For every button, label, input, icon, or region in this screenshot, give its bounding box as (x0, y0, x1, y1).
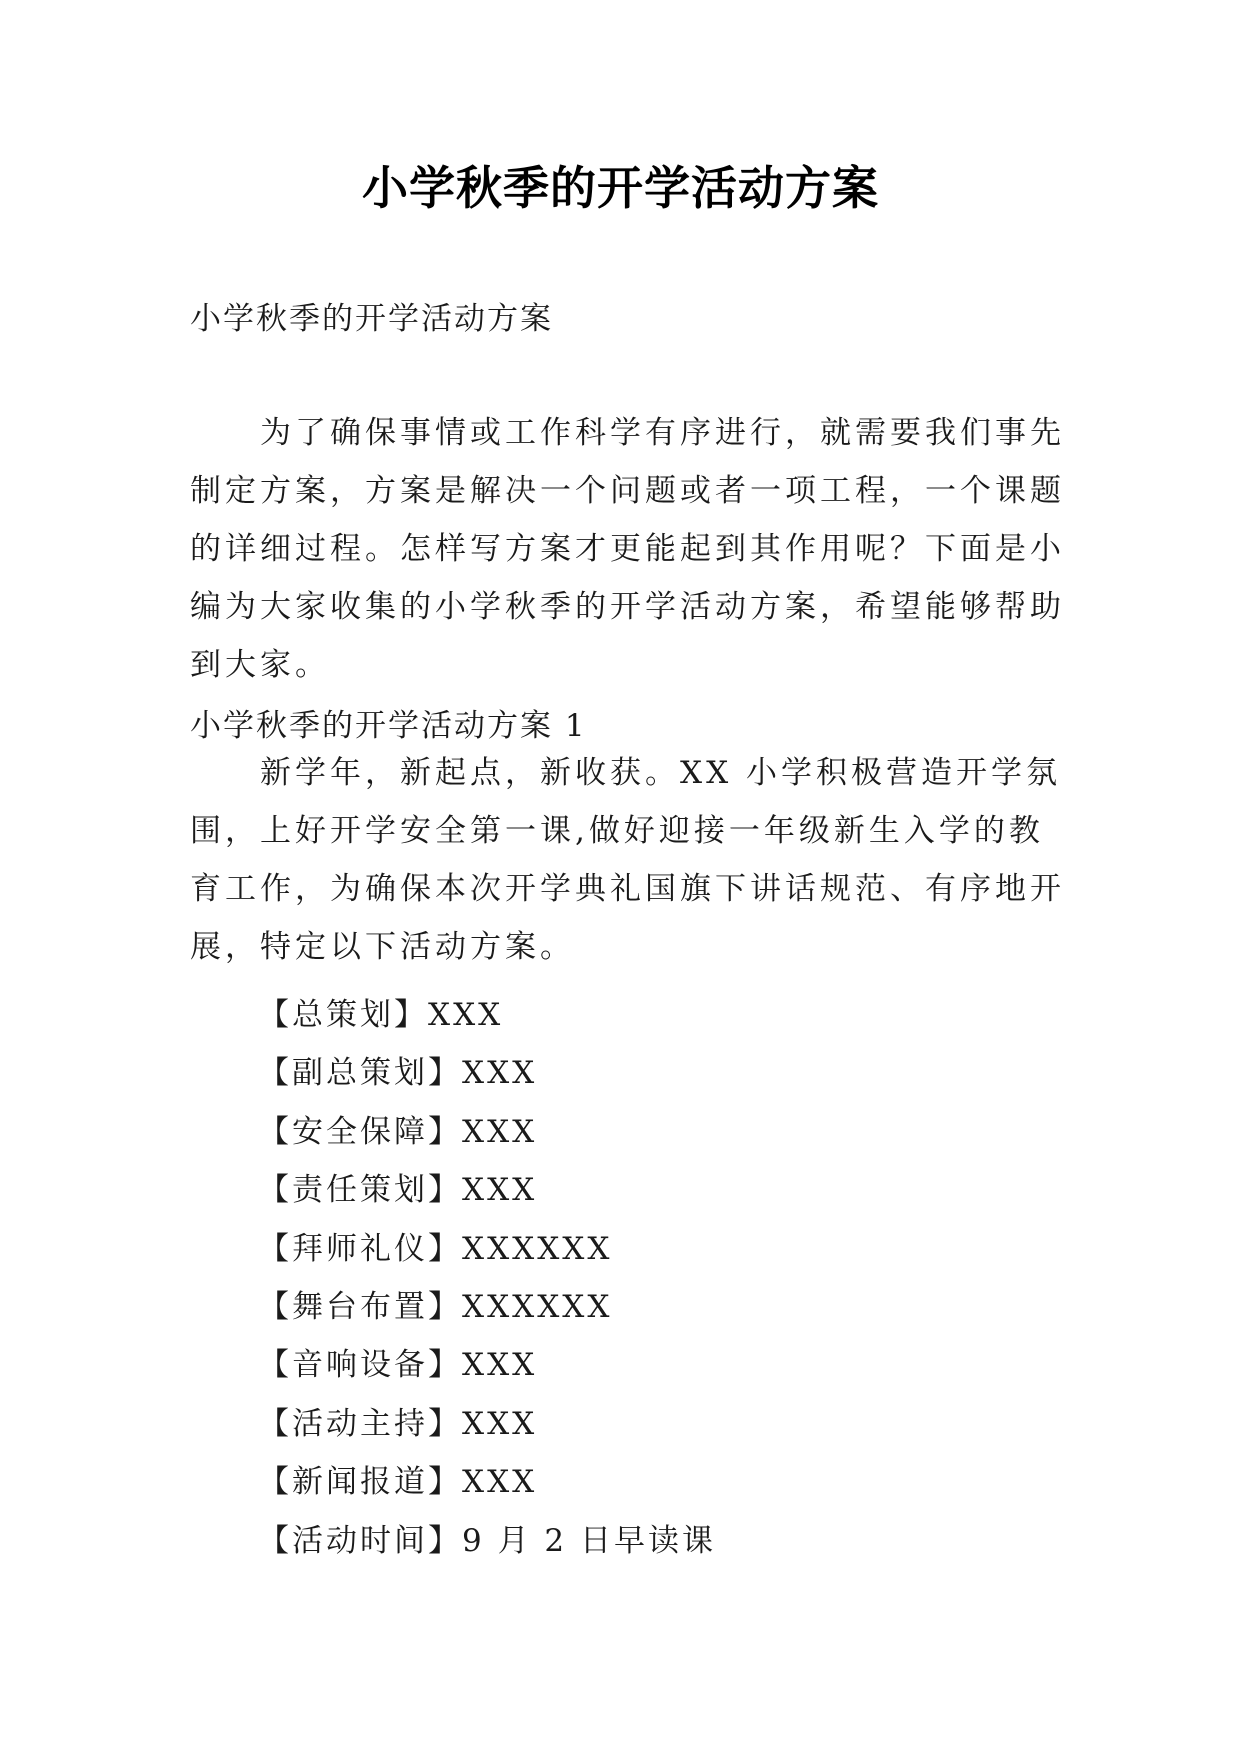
role-item: 【责任策划】XXX (258, 1172, 538, 1209)
role-item: 【舞台布置】XXXXXX (258, 1288, 613, 1325)
document-title: 小学秋季的开学活动方案 (362, 161, 879, 215)
section-heading: 小学秋季的开学活动方案 1 (190, 708, 587, 744)
role-item: 【拜师礼仪】XXXXXX (258, 1230, 613, 1267)
role-item: 【新闻报道】XXX (258, 1464, 538, 1501)
section-paragraph: 新学年，新起点，新收获。XX 小学积极营造开学氛围，上好开学安全第一课,做好迎接一年级新生入学的教育工作，为确保本次开学典礼国旗下讲话规范、有序地开展，特定以下活动方案。 (190, 755, 1065, 965)
role-list (258, 986, 716, 1570)
role-item: 【安全保障】XXX (258, 1113, 538, 1150)
document-subtitle: 小学秋季的开学活动方案 (190, 301, 553, 337)
role-item: 【副总策划】XXX (258, 1055, 538, 1092)
role-item: 【音响设备】XXX (258, 1347, 538, 1384)
intro-paragraph: 为了确保事情或工作科学有序进行，就需要我们事先制定方案，方案是解决一个问题或者一项工程，一个课题的详细过程。怎样写方案才更能起到其作用呢？下面是小编为大家收集的小学秋季的开学活动方案，希望能够帮助到大家。 (190, 415, 1065, 683)
role-item: 【活动主持】XXX (258, 1405, 538, 1442)
role-item: 【总策划】XXX (258, 997, 504, 1033)
role-item: 【活动时间】9 月 2 日早读课 (258, 1522, 717, 1559)
